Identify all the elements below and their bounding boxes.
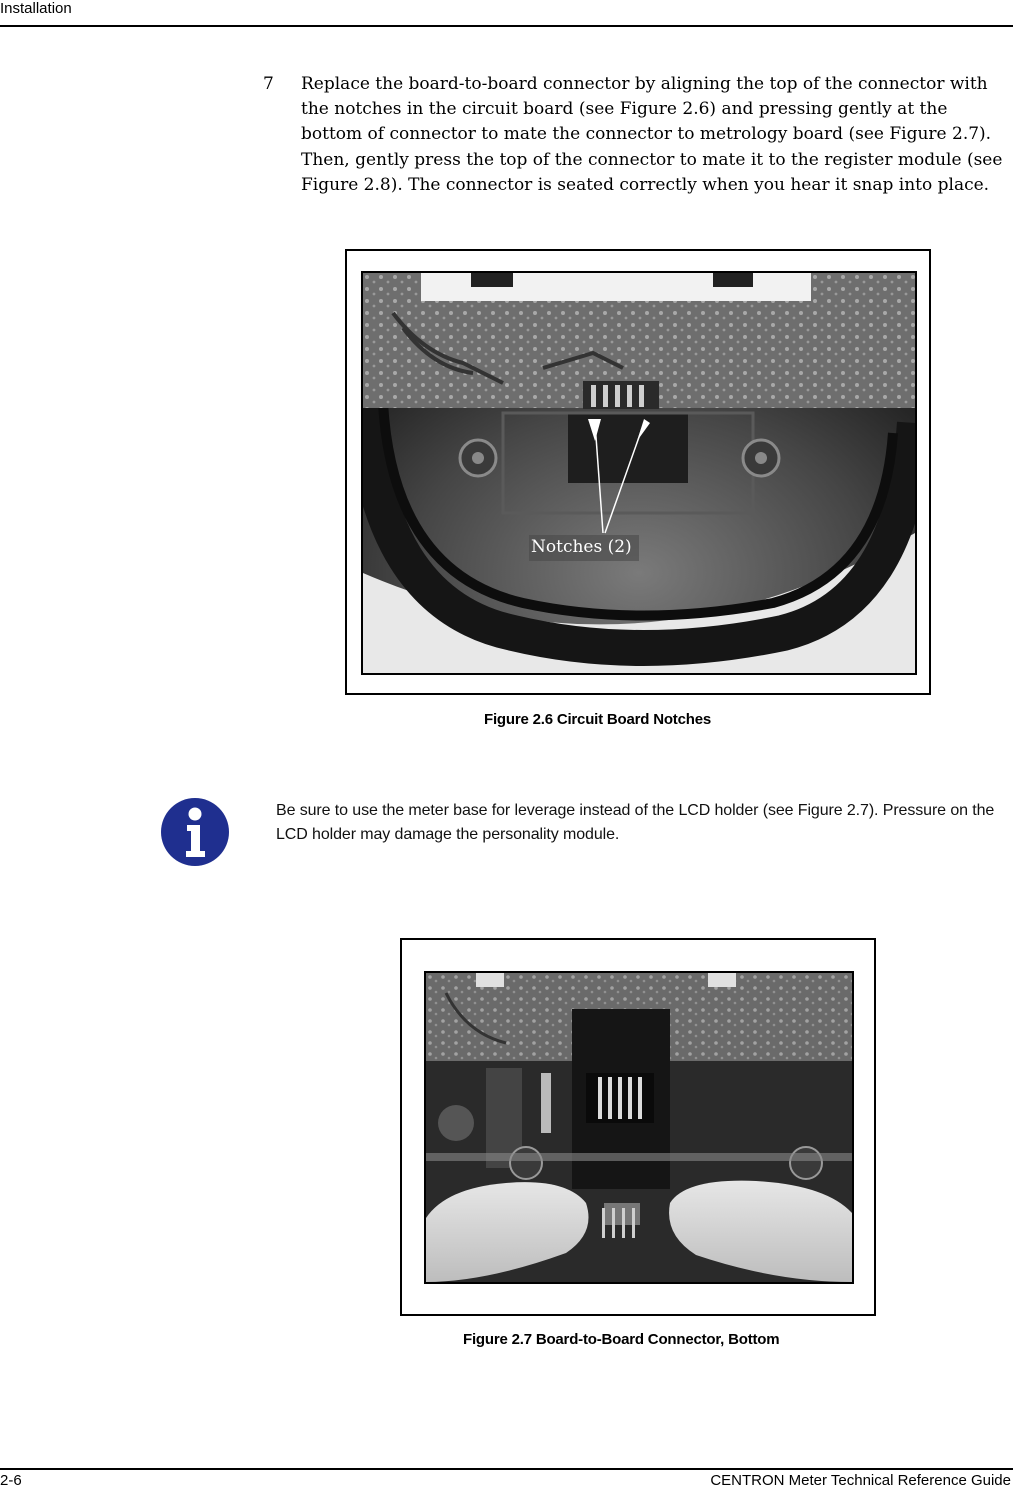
- notches-callout-label: Notches (2): [531, 537, 632, 557]
- circuit-board-notches-photo: [361, 271, 917, 675]
- step-number: 7: [263, 74, 274, 94]
- figure-2-6-caption: Figure 2.6 Circuit Board Notches: [484, 711, 711, 728]
- note-text: Be sure to use the meter base for leverage instead of the LCD holder (see Figure 2.7). Pressure on the LCD holder may damage the personality module.: [276, 802, 995, 843]
- board-connector-bottom-photo: [424, 971, 854, 1284]
- guide-title: CENTRON Meter Technical Reference Guide: [710, 1472, 1011, 1489]
- figure-2-7-caption: Figure 2.7 Board-to-Board Connector, Bottom: [463, 1331, 780, 1348]
- footer-rule: [0, 1468, 1013, 1470]
- running-header: Installation: [0, 0, 72, 17]
- figure-2-7-frame: [400, 938, 876, 1316]
- page-number: 2-6: [0, 1472, 22, 1489]
- header-rule: [0, 25, 1013, 27]
- figure-2-6-frame: [345, 249, 931, 695]
- info-icon: [160, 797, 230, 867]
- step-text: Replace the board-to-board connector by aligning the top of the connector with the notches in the circuit board (see Figure 2.6) and pressing gently at the bottom of connector to mate the connector to metrology board (see Figure 2.7). Then, gently press the top of the connector to mate it to the register module (see Figure 2.8). The connector is seated correctly when you hear it snap into place.: [301, 74, 1003, 195]
